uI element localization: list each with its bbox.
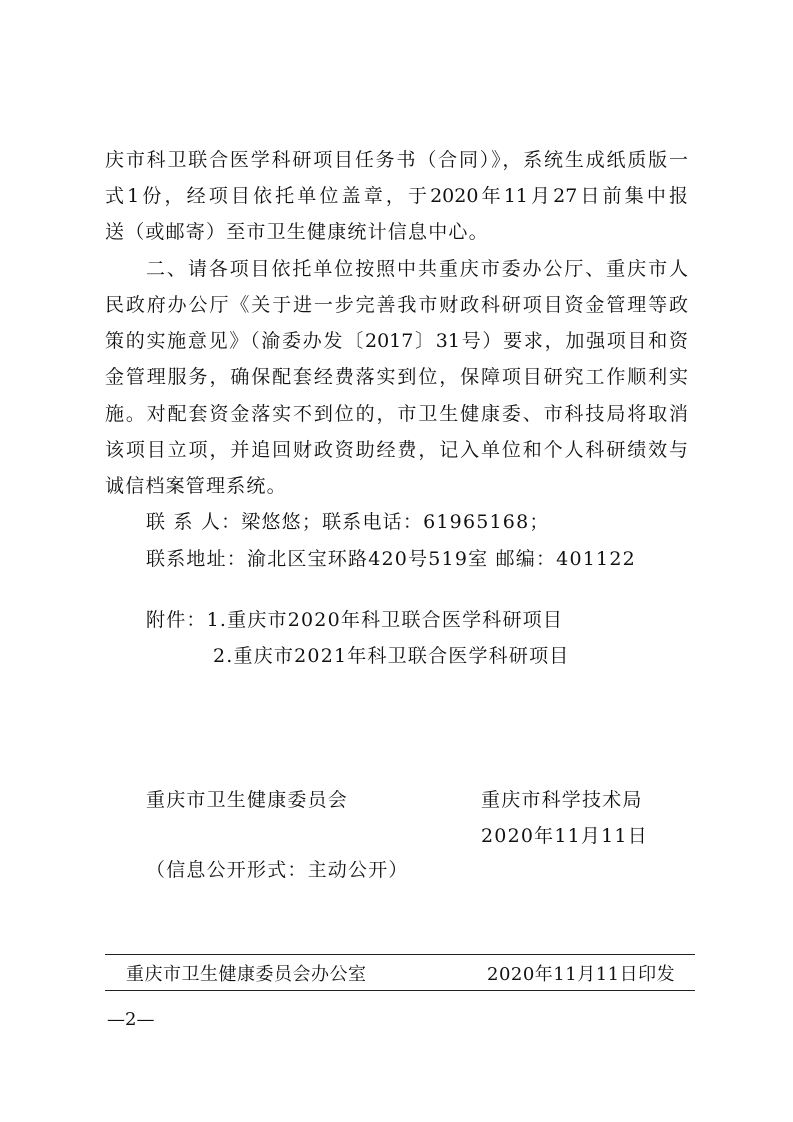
signature-org-health-commission: 重庆市卫生健康委员会 [146, 789, 349, 811]
paragraph-2-line-3: 策的实施意见》（渝委办发〔2017〕31号）要求，加强项目和资 [105, 330, 688, 352]
signature-org-science-bureau: 重庆市科学技术局 [481, 789, 643, 811]
paragraph-2-line-2: 民政府办公厅《关于进一步完善我市财政科研项目资金管理等政 [105, 294, 688, 316]
footer-bottom-rule [105, 990, 695, 991]
paragraph-2-line-6: 该项目立项，并追回财政资助经费，记入单位和个人科研绩效与 [105, 439, 688, 461]
paragraph-2-line-4: 金管理服务，确保配套经费落实到位，保障项目研究工作顺利实 [105, 366, 688, 388]
contact-address-line: 联系地址：渝北区宝环路420号519室 邮编：401122 [146, 548, 636, 570]
paragraph-1-line-3: 送（或邮寄）至市卫生健康统计信息中心。 [105, 221, 489, 243]
disclosure-note: （信息公开形式：主动公开） [146, 859, 409, 881]
footer-issuer: 重庆市卫生健康委员会办公室 [126, 964, 367, 985]
paragraph-2-line-5: 施。对配套资金落实不到位的，市卫生健康委、市科技局将取消 [105, 403, 688, 425]
paragraph-2-line-1: 二、请各项目依托单位按照中共重庆市委办公厅、重庆市人 [146, 258, 688, 280]
page-number: —2— [107, 1009, 155, 1030]
paragraph-2-line-7: 诚信档案管理系统。 [105, 475, 287, 497]
paragraph-1-line-1: 庆市科卫联合医学科研项目任务书（合同）》，系统生成纸质版一 [105, 149, 688, 171]
footer-top-rule [105, 954, 695, 955]
footer-issue-date: 2020年11月11日印发 [487, 964, 676, 985]
paragraph-1-line-2: 式1份，经项目依托单位盖章，于2020年11月27日前集中报 [105, 185, 688, 207]
attachment-item-1: 附件：1.重庆市2020年科卫联合医学科研项目 [146, 609, 564, 631]
signature-date: 2020年11月11日 [481, 825, 648, 847]
attachment-item-2: 2.重庆市2021年科卫联合医学科研项目 [213, 645, 570, 667]
contact-person-line: 联 系 人：梁悠悠；联系电话：61965168； [146, 511, 550, 533]
